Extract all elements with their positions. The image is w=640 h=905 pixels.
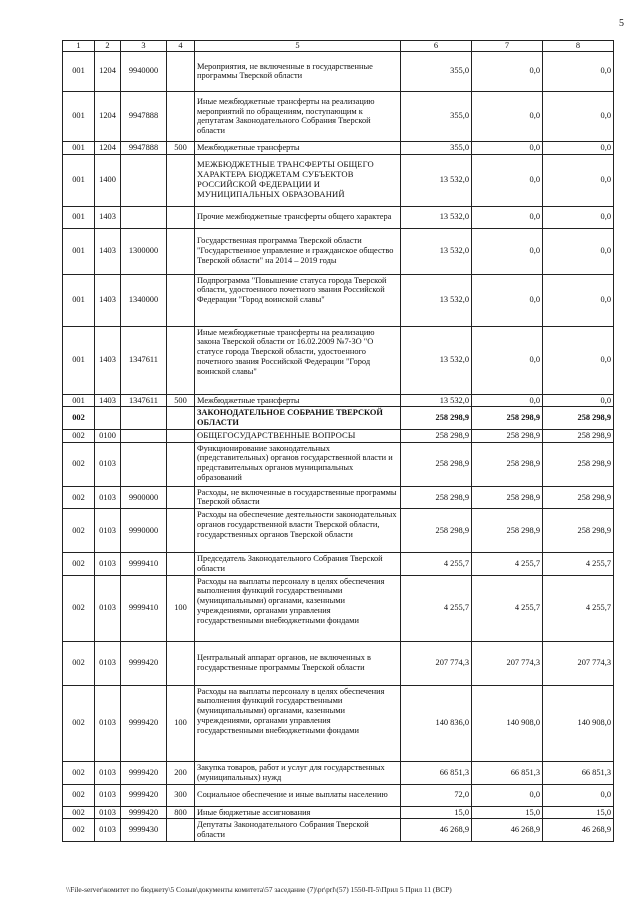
amount-year-3: 0,0	[543, 326, 614, 394]
table-row	[63, 553, 614, 576]
section-code: 0103	[95, 509, 121, 553]
ministry-code: 002	[63, 407, 95, 430]
ministry-code: 001	[63, 91, 95, 141]
budget-table	[62, 40, 614, 842]
item-description: Межбюджетные трансферты	[195, 394, 401, 407]
ministry-code: 002	[63, 486, 95, 509]
amount-year-3: 0,0	[543, 206, 614, 228]
amount-year-3: 0,0	[543, 154, 614, 206]
item-description: Центральный аппарат органов, не включенных в государственные программы Тверской области	[195, 641, 401, 685]
expense-type-code	[167, 154, 195, 206]
amount-year-3: 66 851,3	[543, 761, 614, 784]
table-row	[63, 206, 614, 228]
ministry-code: 001	[63, 228, 95, 274]
section-code: 1403	[95, 206, 121, 228]
amount-year-2: 0,0	[472, 784, 543, 806]
item-description: МЕЖБЮДЖЕТНЫЕ ТРАНСФЕРТЫ ОБЩЕГО ХАРАКТЕРА БЮДЖЕТАМ СУБЪЕКТОВ РОССИЙСКОЙ ФЕДЕРАЦИИ И МУНИЦИПАЛЬНЫХ ОБРАЗОВАНИЙ	[195, 154, 401, 206]
table-row	[63, 429, 614, 442]
expense-type-code	[167, 819, 195, 842]
amount-year-1: 72,0	[401, 784, 472, 806]
amount-year-1: 15,0	[401, 806, 472, 819]
table-row	[63, 326, 614, 394]
section-code: 0103	[95, 806, 121, 819]
item-description: Расходы на выплаты персоналу в целях обеспечения выполнения функций государственными (муниципальными) органами, казенными учреждениями, органами управления государственными внебюджетными фондами	[195, 685, 401, 761]
expense-type-code	[167, 641, 195, 685]
target-article-code: 9999430	[121, 819, 167, 842]
amount-year-3: 0,0	[543, 51, 614, 91]
table-row	[63, 51, 614, 91]
target-article-code	[121, 407, 167, 430]
ministry-code: 001	[63, 274, 95, 326]
amount-year-3: 4 255,7	[543, 553, 614, 576]
target-article-code: 9947888	[121, 141, 167, 154]
column-header: 3	[121, 41, 167, 52]
target-article-code: 9999420	[121, 685, 167, 761]
item-description: Председатель Законодательного Собрания Тверской области	[195, 553, 401, 576]
amount-year-3: 4 255,7	[543, 575, 614, 641]
amount-year-3: 15,0	[543, 806, 614, 819]
amount-year-1: 207 774,3	[401, 641, 472, 685]
item-description: Мероприятия, не включенные в государственные программы Тверской области	[195, 51, 401, 91]
expense-type-code	[167, 429, 195, 442]
amount-year-1: 46 268,9	[401, 819, 472, 842]
item-description: Социальное обеспечение и иные выплаты населению	[195, 784, 401, 806]
target-article-code: 9999410	[121, 553, 167, 576]
amount-year-1: 66 851,3	[401, 761, 472, 784]
amount-year-2: 0,0	[472, 326, 543, 394]
table-row	[63, 442, 614, 486]
amount-year-3: 46 268,9	[543, 819, 614, 842]
page-number: 5	[619, 18, 624, 29]
expense-type-code: 100	[167, 685, 195, 761]
ministry-code: 001	[63, 51, 95, 91]
section-code: 1204	[95, 141, 121, 154]
amount-year-3: 0,0	[543, 274, 614, 326]
expense-type-code	[167, 326, 195, 394]
expense-type-code	[167, 228, 195, 274]
amount-year-1: 140 836,0	[401, 685, 472, 761]
section-code: 0100	[95, 429, 121, 442]
amount-year-2: 0,0	[472, 274, 543, 326]
item-description: ЗАКОНОДАТЕЛЬНОЕ СОБРАНИЕ ТВЕРСКОЙ ОБЛАСТИ	[195, 407, 401, 430]
target-article-code: 9999420	[121, 806, 167, 819]
amount-year-2: 207 774,3	[472, 641, 543, 685]
target-article-code: 9999410	[121, 575, 167, 641]
column-header: 7	[472, 41, 543, 52]
amount-year-2: 4 255,7	[472, 575, 543, 641]
target-article-code: 9990000	[121, 509, 167, 553]
section-code: 0103	[95, 641, 121, 685]
table-row	[63, 806, 614, 819]
table-row	[63, 685, 614, 761]
amount-year-1: 258 298,9	[401, 486, 472, 509]
amount-year-3: 0,0	[543, 91, 614, 141]
target-article-code: 1347611	[121, 326, 167, 394]
ministry-code: 002	[63, 819, 95, 842]
amount-year-2: 0,0	[472, 141, 543, 154]
section-code: 1403	[95, 394, 121, 407]
amount-year-2: 46 268,9	[472, 819, 543, 842]
amount-year-2: 258 298,9	[472, 486, 543, 509]
table-row	[63, 575, 614, 641]
amount-year-1: 355,0	[401, 91, 472, 141]
expense-type-code	[167, 442, 195, 486]
ministry-code: 001	[63, 154, 95, 206]
ministry-code: 002	[63, 429, 95, 442]
item-description: Иные бюджетные ассигнования	[195, 806, 401, 819]
table-row	[63, 91, 614, 141]
item-description: Депутаты Законодательного Собрания Тверской области	[195, 819, 401, 842]
section-code: 0103	[95, 575, 121, 641]
item-description: Иные межбюджетные трансферты на реализацию мероприятий по обращениям, поступающим к депутатам Законодательного Собрания Тверской области	[195, 91, 401, 141]
amount-year-3: 258 298,9	[543, 442, 614, 486]
target-article-code: 9900000	[121, 486, 167, 509]
amount-year-3: 207 774,3	[543, 641, 614, 685]
item-description: Межбюджетные трансферты	[195, 141, 401, 154]
ministry-code: 001	[63, 141, 95, 154]
target-article-code: 1340000	[121, 274, 167, 326]
target-article-code	[121, 429, 167, 442]
target-article-code: 1347611	[121, 394, 167, 407]
amount-year-2: 4 255,7	[472, 553, 543, 576]
expense-type-code	[167, 91, 195, 141]
column-header: 4	[167, 41, 195, 52]
target-article-code	[121, 442, 167, 486]
table-row	[63, 154, 614, 206]
ministry-code: 002	[63, 442, 95, 486]
amount-year-2: 258 298,9	[472, 442, 543, 486]
ministry-code: 002	[63, 806, 95, 819]
section-code: 1403	[95, 274, 121, 326]
item-description: Функционирование законодательных (представительных) органов государственной власти и представительных органов муниципальных образований	[195, 442, 401, 486]
column-header: 1	[63, 41, 95, 52]
item-description: Расходы на выплаты персоналу в целях обеспечения выполнения функций государственными (муниципальными) органами, казенными учреждениями, органами управления государственными внебюджетными фондами	[195, 575, 401, 641]
amount-year-2: 66 851,3	[472, 761, 543, 784]
ministry-code: 002	[63, 761, 95, 784]
amount-year-1: 13 532,0	[401, 274, 472, 326]
expense-type-code	[167, 206, 195, 228]
ministry-code: 002	[63, 575, 95, 641]
section-code: 0103	[95, 553, 121, 576]
section-code: 1204	[95, 51, 121, 91]
expense-type-code: 500	[167, 394, 195, 407]
item-description: Иные межбюджетные трансферты на реализацию закона Тверской области от 16.02.2009 №7-ЗО "О статусе города Тверской области, удостоенного почетного звания Российской Федерации "Город воинской славы"	[195, 326, 401, 394]
expense-type-code	[167, 274, 195, 326]
expense-type-code: 100	[167, 575, 195, 641]
ministry-code: 001	[63, 206, 95, 228]
item-description: Прочие межбюджетные трансферты общего характера	[195, 206, 401, 228]
amount-year-2: 0,0	[472, 154, 543, 206]
target-article-code	[121, 154, 167, 206]
table-row	[63, 761, 614, 784]
target-article-code: 9999420	[121, 784, 167, 806]
table-row	[63, 141, 614, 154]
ministry-code: 002	[63, 553, 95, 576]
item-description: Закупка товаров, работ и услуг для государственных (муниципальных) нужд	[195, 761, 401, 784]
section-code: 0103	[95, 442, 121, 486]
amount-year-2: 0,0	[472, 51, 543, 91]
item-description: Подпрограмма "Повышение статуса города Тверской области, удостоенного почетного звания Российской Федерации "Город воинской славы"	[195, 274, 401, 326]
section-code: 0103	[95, 685, 121, 761]
target-article-code: 9940000	[121, 51, 167, 91]
section-code: 1400	[95, 154, 121, 206]
item-description: Государственная программа Тверской области "Государственное управление и гражданское общество Тверской области" на 2014 – 2019 годы	[195, 228, 401, 274]
column-header: 6	[401, 41, 472, 52]
amount-year-2: 258 298,9	[472, 407, 543, 430]
amount-year-1: 13 532,0	[401, 206, 472, 228]
table-row	[63, 274, 614, 326]
amount-year-1: 258 298,9	[401, 509, 472, 553]
expense-type-code: 300	[167, 784, 195, 806]
column-header: 5	[195, 41, 401, 52]
table-row	[63, 641, 614, 685]
header-row	[63, 41, 614, 52]
footer-file-path: \\File-server\комитет по бюджету\5 Созыв\документы комитета\57 заседание (7)\pr\prl\(57) 1550-П-5\Прил 5 Прил 11 (ВСР)	[66, 885, 452, 894]
amount-year-3: 0,0	[543, 228, 614, 274]
table-row	[63, 784, 614, 806]
section-code: 0103	[95, 784, 121, 806]
ministry-code: 002	[63, 641, 95, 685]
expense-type-code	[167, 553, 195, 576]
column-header: 2	[95, 41, 121, 52]
amount-year-3: 258 298,9	[543, 509, 614, 553]
ministry-code: 002	[63, 784, 95, 806]
amount-year-3: 258 298,9	[543, 407, 614, 430]
section-code: 1204	[95, 91, 121, 141]
amount-year-2: 140 908,0	[472, 685, 543, 761]
amount-year-2: 258 298,9	[472, 429, 543, 442]
amount-year-2: 0,0	[472, 394, 543, 407]
amount-year-1: 258 298,9	[401, 407, 472, 430]
section-code: 1403	[95, 326, 121, 394]
ministry-code: 002	[63, 509, 95, 553]
amount-year-1: 355,0	[401, 51, 472, 91]
table-row	[63, 509, 614, 553]
expense-type-code	[167, 407, 195, 430]
item-description: ОБЩЕГОСУДАРСТВЕННЫЕ ВОПРОСЫ	[195, 429, 401, 442]
amount-year-1: 13 532,0	[401, 154, 472, 206]
expense-type-code	[167, 51, 195, 91]
expense-type-code: 800	[167, 806, 195, 819]
amount-year-3: 140 908,0	[543, 685, 614, 761]
item-description: Расходы на обеспечение деятельности законодательных органов государственной власти Тверской области, государственных органов Тверской области	[195, 509, 401, 553]
amount-year-1: 13 532,0	[401, 394, 472, 407]
expense-type-code: 200	[167, 761, 195, 784]
amount-year-2: 15,0	[472, 806, 543, 819]
expense-type-code	[167, 509, 195, 553]
amount-year-2: 258 298,9	[472, 509, 543, 553]
amount-year-1: 258 298,9	[401, 429, 472, 442]
expense-type-code	[167, 486, 195, 509]
column-header: 8	[543, 41, 614, 52]
target-article-code	[121, 206, 167, 228]
amount-year-1: 13 532,0	[401, 326, 472, 394]
target-article-code: 9999420	[121, 641, 167, 685]
amount-year-1: 13 532,0	[401, 228, 472, 274]
section-code: 0103	[95, 819, 121, 842]
amount-year-3: 0,0	[543, 784, 614, 806]
amount-year-1: 4 255,7	[401, 575, 472, 641]
ministry-code: 001	[63, 326, 95, 394]
target-article-code: 9947888	[121, 91, 167, 141]
amount-year-2: 0,0	[472, 228, 543, 274]
ministry-code: 002	[63, 685, 95, 761]
section-code	[95, 407, 121, 430]
amount-year-2: 0,0	[472, 91, 543, 141]
amount-year-3: 258 298,9	[543, 486, 614, 509]
target-article-code: 9999420	[121, 761, 167, 784]
amount-year-3: 0,0	[543, 394, 614, 407]
table-row	[63, 228, 614, 274]
amount-year-1: 4 255,7	[401, 553, 472, 576]
table-row	[63, 486, 614, 509]
table-row	[63, 407, 614, 430]
section-code: 1403	[95, 228, 121, 274]
target-article-code: 1300000	[121, 228, 167, 274]
amount-year-1: 258 298,9	[401, 442, 472, 486]
section-code: 0103	[95, 761, 121, 784]
item-description: Расходы, не включенные в государственные программы Тверской области	[195, 486, 401, 509]
amount-year-2: 0,0	[472, 206, 543, 228]
ministry-code: 001	[63, 394, 95, 407]
expense-type-code: 500	[167, 141, 195, 154]
amount-year-3: 258 298,9	[543, 429, 614, 442]
section-code: 0103	[95, 486, 121, 509]
table-row	[63, 394, 614, 407]
table-row	[63, 819, 614, 842]
amount-year-1: 355,0	[401, 141, 472, 154]
amount-year-3: 0,0	[543, 141, 614, 154]
